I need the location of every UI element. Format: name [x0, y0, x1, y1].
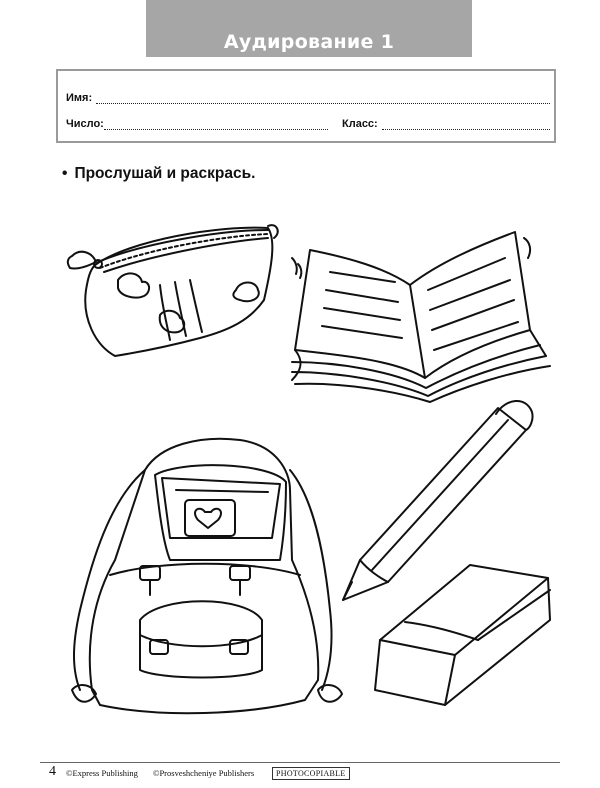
footer-rule	[40, 762, 560, 763]
class-label: Класс:	[342, 118, 378, 130]
eraser-icon	[375, 565, 550, 705]
backpack-icon	[72, 439, 342, 713]
photocopiable-badge: PHOTOCOPIABLE	[272, 767, 350, 780]
pencil-case-icon	[68, 225, 278, 356]
bullet: •	[62, 165, 68, 182]
copyright-prosveshcheniye: ©Prosveshcheniye Publishers	[153, 768, 255, 778]
open-book-icon	[292, 232, 550, 402]
copyright-express: ©Express Publishing	[66, 768, 138, 778]
date-label: Число:	[66, 118, 104, 130]
instruction-text: Прослушай и раскрась.	[74, 165, 256, 182]
name-label: Имя:	[66, 92, 93, 104]
page-title: Аудирование 1	[223, 31, 395, 53]
page-number: 4	[49, 764, 56, 779]
